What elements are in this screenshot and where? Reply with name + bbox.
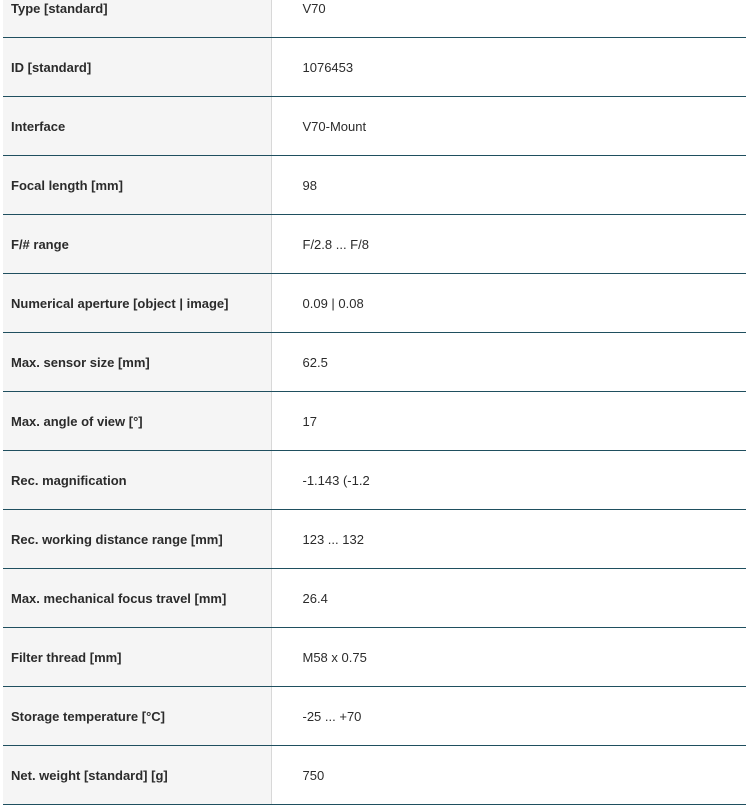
spec-value: -1.143 (-1.2 (271, 451, 746, 510)
spec-row-interface (3, 97, 746, 156)
spec-value: 750 (271, 746, 746, 805)
spec-value: 1076453 (271, 38, 746, 97)
spec-value: V70-Mount (271, 97, 746, 156)
spec-label: Storage temperature [°C] (3, 687, 271, 746)
spec-value: 98 (271, 156, 746, 215)
spec-row-type (3, 0, 746, 38)
spec-label: Max. angle of view [°] (3, 392, 271, 451)
spec-row-f-range (3, 215, 746, 274)
spec-label: Focal length [mm] (3, 156, 271, 215)
spec-label: Rec. working distance range [mm] (3, 510, 271, 569)
spec-value: 123 ... 132 (271, 510, 746, 569)
spec-label: Filter thread [mm] (3, 628, 271, 687)
spec-label: Type [standard] (3, 0, 271, 38)
spec-value: M58 x 0.75 (271, 628, 746, 687)
spec-row-angle-of-view (3, 392, 746, 451)
spec-value: V70 (271, 0, 746, 38)
spec-value: 17 (271, 392, 746, 451)
spec-row-working-distance (3, 510, 746, 569)
spec-row-numerical-aperture (3, 274, 746, 333)
spec-label: Rec. magnification (3, 451, 271, 510)
spec-label: ID [standard] (3, 38, 271, 97)
specifications-table (3, 0, 746, 805)
spec-label: Net. weight [standard] [g] (3, 746, 271, 805)
spec-label: Interface (3, 97, 271, 156)
spec-label: Max. sensor size [mm] (3, 333, 271, 392)
spec-row-magnification (3, 451, 746, 510)
spec-value: -25 ... +70 (271, 687, 746, 746)
spec-value: 26.4 (271, 569, 746, 628)
spec-label: Numerical aperture [object | image] (3, 274, 271, 333)
spec-row-storage-temperature (3, 687, 746, 746)
spec-row-net-weight (3, 746, 746, 805)
spec-value: 0.09 | 0.08 (271, 274, 746, 333)
spec-row-focus-travel (3, 569, 746, 628)
spec-row-filter-thread (3, 628, 746, 687)
spec-row-sensor-size (3, 333, 746, 392)
spec-row-id (3, 38, 746, 97)
spec-value: 62.5 (271, 333, 746, 392)
spec-label: Max. mechanical focus travel [mm] (3, 569, 271, 628)
spec-row-focal-length (3, 156, 746, 215)
spec-label: F/# range (3, 215, 271, 274)
spec-value: F/2.8 ... F/8 (271, 215, 746, 274)
